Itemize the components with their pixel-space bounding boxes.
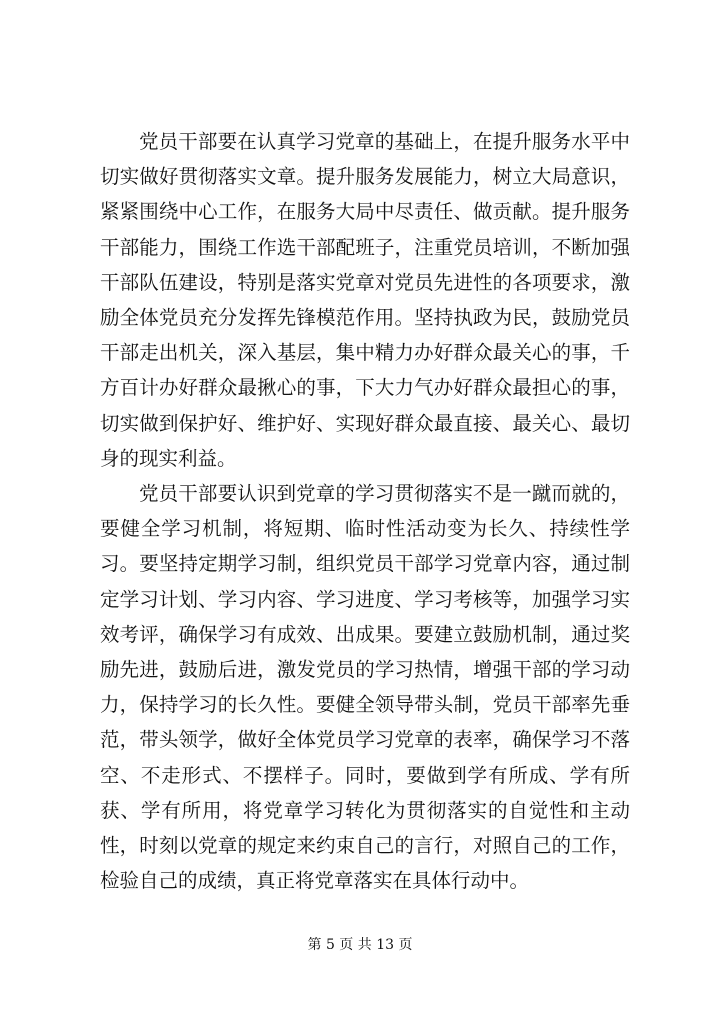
paragraph-2: 党员干部要认识到党章的学习贯彻落实不是一蹴而就的，要健全学习机制，将短期、临时性活动变为长久、持续性学习。要坚持定期学习制，组织党员干部学习党章内容，通过制定学习计划、学习内容、学习进度、学习考核等，加强学习实效考评，确保学习有成效、出成果。要建立鼓励机制，通过奖励先进，鼓励后进，激发党员的学习热情，增强干部的学习动力，保持学习的长久性。要健全领导带头制，党员干部率先垂范，带头领学，做好全体党员学习党章的表率，确保学习不落空、不走形式、不摆样子。同时，要做到学有所成、学有所获、学有所用，将党章学习转化为贯彻落实的自觉性和主动性，时刻以党章的规定来约束自己的言行，对照自己的工作，检验自己的成绩，真正将党章落实在具体行动中。	[100, 482, 630, 893]
page-footer: 第 5 页 共 13 页	[307, 937, 413, 953]
paragraph-1: 党员干部要在认真学习党章的基础上，在提升服务水平中切实做好贯彻落实文章。提升服务发展能力，树立大局意识，紧紧围绕中心工作，在服务大局中尽责任、做贡献。提升服务干部能力，围绕工作选干部配班子，注重党员培训，不断加强干部队伍建设，特别是落实党章对党员先进性的各项要求，激励全体党员充分发挥先锋模范作用。坚持执政为民，鼓励党员干部走出机关，深入基层，集中精力办好群众最关心的事，千方百计办好群众最揪心的事，下大力气办好群众最担心的事，切实做到保护好、维护好、实现好群众最直接、最关心、最切身的现实利益。	[100, 130, 630, 470]
body-text	[100, 124, 630, 898]
